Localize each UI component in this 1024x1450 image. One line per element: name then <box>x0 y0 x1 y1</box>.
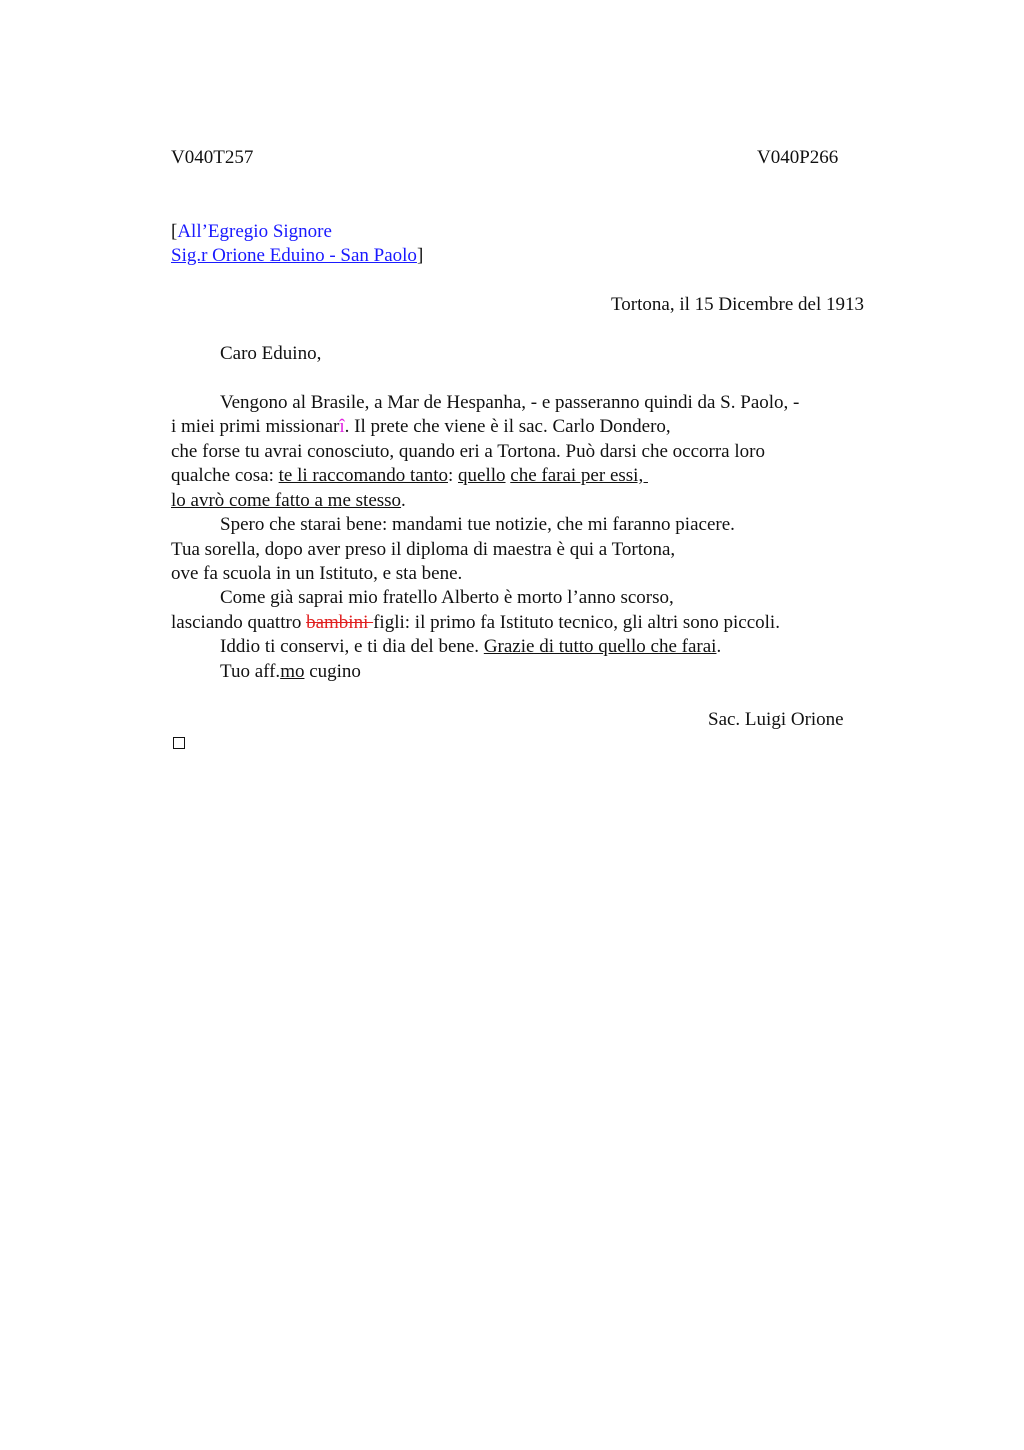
address-recipient-title: All’Egregio Signore <box>177 221 332 242</box>
text-run: : <box>447 465 459 486</box>
salutation: Caro Eduino, <box>220 343 322 364</box>
text-run: Tuo aff. <box>220 661 281 682</box>
document-code-right: V040P266 <box>757 147 839 168</box>
underlined-text: quello <box>458 465 506 486</box>
body-line: che forse tu avrai conosciuto, quando eri a Tortona. Può darsi che occorra loro <box>171 441 765 462</box>
address-close-bracket: ] <box>416 245 424 266</box>
underlined-text: lo avrò come fatto a me stesso <box>171 490 402 511</box>
address-line-1 <box>171 220 332 244</box>
address-line-2 <box>171 244 423 268</box>
text-run: . Il prete che viene è il sac. Carlo Dondero, <box>344 416 671 437</box>
address-recipient-name: Sig.r Orione Eduino - San Paolo <box>171 245 417 266</box>
address-open-bracket: [ <box>171 221 178 242</box>
body-line: Come già saprai mio fratello Alberto è morto l’anno scorso, <box>220 587 674 608</box>
underlined-text: Grazie di tutto quello che farai <box>483 636 717 657</box>
body-line: Spero che starai bene: mandami tue notizie, che mi faranno piacere. <box>220 514 735 535</box>
underlined-text: che farai per essi, <box>510 465 648 486</box>
text-run: qualche cosa: <box>171 465 279 486</box>
dateline: Tortona, il 15 Dicembre del 1913 <box>611 294 864 315</box>
body-line: Tua sorella, dopo aver preso il diploma di maestra è qui a Tortona, <box>171 539 676 560</box>
signature: Sac. Luigi Orione <box>708 709 844 730</box>
text-run: figli: il primo fa Istituto tecnico, gli altri sono piccoli. <box>373 612 780 633</box>
text-run: . <box>401 490 406 511</box>
annotation-mark: î <box>339 416 345 437</box>
struck-text: bambini <box>306 612 374 633</box>
body-line <box>220 635 721 659</box>
text-run: cugino <box>304 661 361 682</box>
underlined-text: mo <box>280 661 305 682</box>
closing-line <box>220 660 361 684</box>
square-icon <box>173 737 185 749</box>
text-run: . <box>716 636 722 657</box>
document-code-left: V040T257 <box>171 147 254 168</box>
body-line <box>171 611 780 635</box>
text-run: lasciando quattro <box>171 612 307 633</box>
body-line: Vengono al Brasile, a Mar de Hespanha, - e passeranno quindi da S. Paolo, - <box>220 392 800 413</box>
text-run: i miei primi missionar <box>171 416 340 437</box>
body-line <box>171 489 406 513</box>
body-line: ove fa scuola in un Istituto, e sta bene. <box>171 563 463 584</box>
body-line <box>171 464 648 488</box>
underlined-text: te li raccomando tanto <box>278 465 448 486</box>
body-line <box>171 415 671 439</box>
text-run: Iddio ti conservi, e ti dia del bene. <box>220 636 484 657</box>
